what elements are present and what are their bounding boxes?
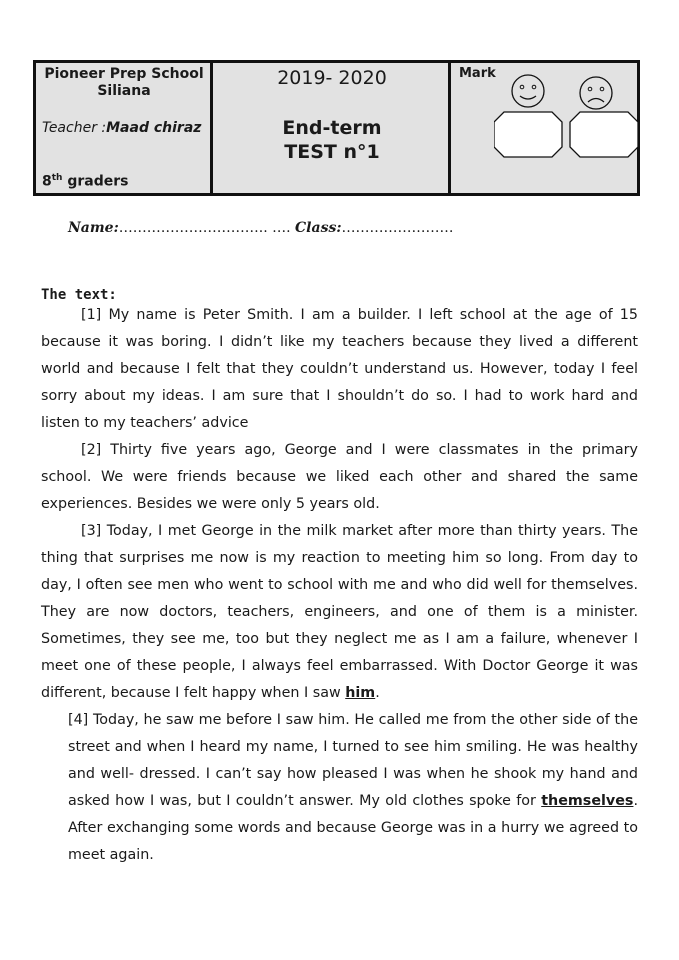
mark-label: Mark bbox=[459, 66, 496, 81]
score-box-octagon bbox=[494, 112, 562, 157]
paragraph-2: [2] Thirty five years ago, George and I were classmates in the primary school. We were friends because we liked each other and shared the same experiences. Besides we were only 5 years old. bbox=[41, 442, 638, 512]
grade-level bbox=[42, 173, 128, 190]
text-title: The text: bbox=[41, 287, 117, 303]
grade-text: graders bbox=[62, 173, 129, 190]
teacher-info bbox=[42, 119, 210, 137]
school-name: Pioneer Prep School Siliana bbox=[44, 66, 204, 99]
happy-face-icon bbox=[512, 75, 544, 107]
header-box bbox=[33, 60, 640, 196]
smiley-faces bbox=[494, 67, 638, 163]
name-field[interactable]: ………………………….. …. bbox=[118, 220, 291, 236]
name-label: Name: bbox=[68, 220, 119, 236]
paragraph-4-end: . After exchanging some words and because George was in a hurry we agreed to meet again. bbox=[68, 793, 638, 863]
teacher-label: Teacher : bbox=[42, 120, 107, 136]
paragraph-3 bbox=[41, 518, 638, 707]
sad-face-icon bbox=[580, 77, 612, 109]
class-field[interactable]: …………………… bbox=[341, 220, 454, 236]
highlighted-word-him: him bbox=[345, 685, 376, 701]
test-title-line2: TEST n°1 bbox=[284, 141, 380, 163]
paragraph-4-text: [4] Today, he saw me before I saw him. He called me from the other side of the street and when I heard my name, I turned to see him smiling. He was healthy and well- dressed. I can’t say how pleased I was when he shook my hand and asked how I was, but I couldn’t answer. My old clothes spoke for bbox=[68, 712, 638, 809]
highlighted-word-themselves: themselves bbox=[541, 793, 634, 809]
test-title bbox=[213, 116, 451, 164]
paragraph-4 bbox=[68, 707, 638, 869]
school-year: 2019- 2020 bbox=[277, 67, 387, 89]
paragraph-3-text: [3] Today, I met George in the milk market after more than thirty years. The thing that surprises me now is my reaction to meeting him so long. From day to day, I often see men who went to school with me and who did well for themselves. They are now doctors, teachers, engineers, and one of them is a minister. Sometimes, they see me, too but they neglect me as I am a failure, whenever I meet one of these people, I always feel embarrassed. With Doctor George it was different, because I felt happy when I saw bbox=[41, 523, 638, 701]
score-box-octagon bbox=[570, 112, 638, 157]
paragraph-3-end: . bbox=[375, 685, 380, 701]
mark-area bbox=[494, 67, 638, 167]
name-class-line bbox=[68, 220, 454, 236]
class-label: Class: bbox=[295, 220, 342, 236]
grade-number: 8 bbox=[42, 173, 52, 190]
paragraph-1: [1] My name is Peter Smith. I am a builder. I left school at the age of 15 because it was boring. I didn’t like my teachers because they lived a different world and because I felt that they couldn’t understand us. However, today I feel sorry about my ideas. I am sure that I shouldn’t do so. I had to work hard and listen to my teachers’ advice bbox=[41, 307, 638, 431]
test-title-line1: End-term bbox=[282, 117, 382, 139]
grade-suffix: th bbox=[51, 173, 63, 183]
teacher-name: Maad chiraz bbox=[106, 120, 202, 136]
